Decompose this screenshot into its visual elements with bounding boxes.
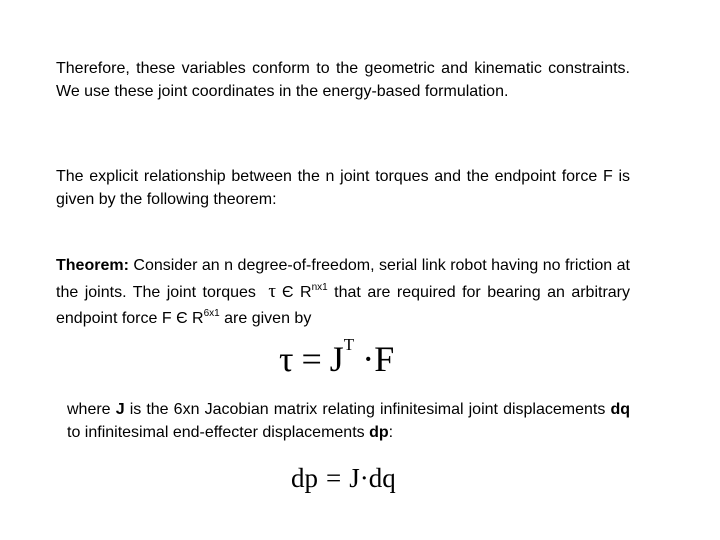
dimension-nx1: nx1 — [311, 281, 328, 293]
eq2-equals: = — [326, 463, 342, 493]
theorem-text-1: Consider an n degree-of-freedom, serial link robot having no friction at the joints. The joint torques — [56, 257, 630, 301]
jacobian-text-2: is the 6xn Jacobian matrix relating infinitesimal joint displacements — [124, 401, 611, 418]
torque-equation — [279, 335, 395, 380]
eq1-transpose: T — [343, 335, 355, 354]
eq2-dp: dp — [291, 463, 318, 493]
theorem-paragraph — [56, 253, 630, 332]
eq2-jacobian: J — [349, 463, 360, 493]
jacobian-symbol: J — [115, 401, 125, 418]
dp-symbol: dp — [369, 423, 389, 441]
theorem-text-3: that are required for bearing an arbitrary endpoint force F Є R — [56, 284, 631, 327]
paragraph-relationship — [56, 166, 630, 211]
theorem-text-2: Є R — [282, 284, 312, 301]
jacobian-text-1: where — [67, 401, 116, 418]
theorem-text-4: are given by — [219, 310, 312, 327]
jacobian-text-3: to infinitesimal end-effecter displacements — [67, 423, 370, 441]
jacobian-paragraph — [67, 399, 630, 444]
eq1-tau: τ — [279, 339, 294, 379]
displacement-equation — [291, 463, 396, 494]
tau-symbol: τ — [268, 281, 277, 302]
eq1-jacobian: J — [329, 339, 344, 379]
dq-symbol: dq — [610, 401, 630, 418]
eq1-dot: · — [362, 339, 375, 379]
dimension-6x1: 6x1 — [203, 307, 220, 319]
eq2-dot: · — [359, 463, 369, 493]
paragraph-constraints-text: Therefore, these variables conform to the geometric and kinematic constraints. We use these joint coordinates in the energy-based formulation. — [56, 60, 630, 100]
paragraph-constraints — [56, 58, 630, 103]
theorem-label: Theorem: — [56, 257, 129, 274]
eq1-equals: = — [301, 339, 322, 379]
paragraph-relationship-text: The explicit relationship between the n joint torques and the endpoint force F is given by the following theorem: — [56, 168, 630, 208]
eq1-force: F — [374, 339, 395, 379]
eq2-dq: dq — [368, 463, 396, 493]
jacobian-text-4: : — [388, 423, 394, 441]
